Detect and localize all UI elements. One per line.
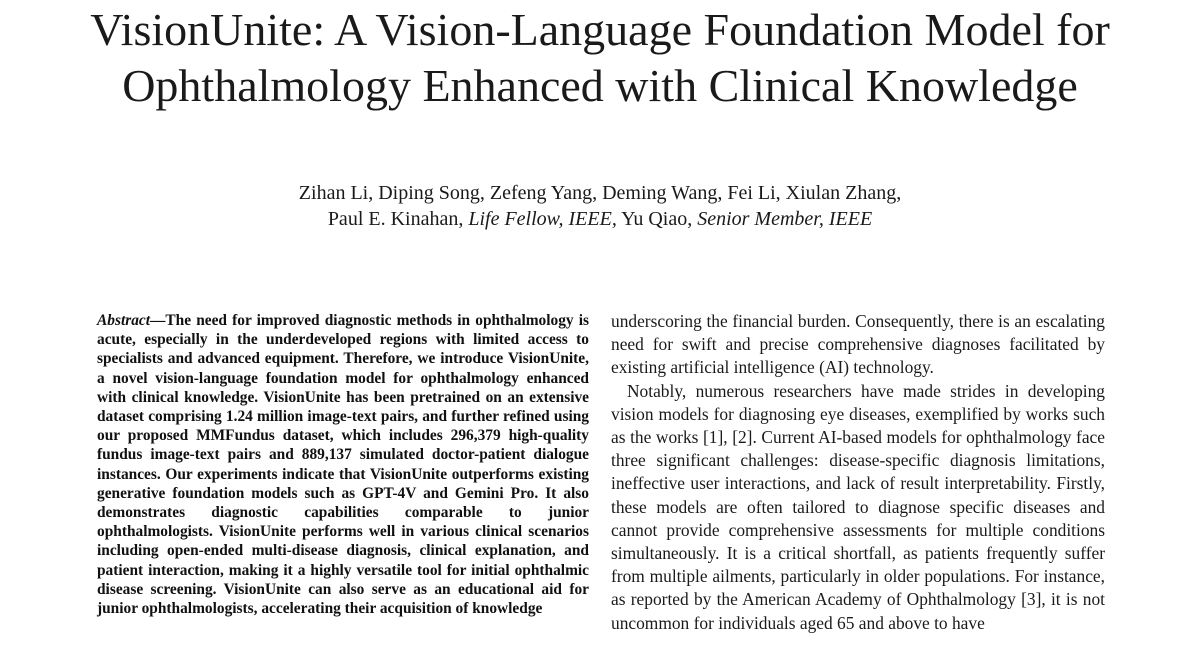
affiliation-senior-member: Senior Member, IEEE — [697, 208, 873, 230]
author-qiao: Yu Qiao, — [621, 208, 693, 230]
affiliation-life-fellow: Life Fellow, IEEE, — [468, 208, 617, 230]
abstract-label: Abstract — [97, 312, 151, 329]
body-column-right — [611, 310, 1105, 635]
abstract — [97, 311, 589, 618]
body-paragraph: underscoring the financial burden. Consequently, there is an escalating need for swift and precise comprehensive diagnoses facilitated by existing artificial intelligence (AI) technology. — [611, 311, 1105, 378]
abstract-text: —The need for improved diagnostic methods in ophthalmology is acute, especially in the underdeveloped regions with limited access to specialists and advanced equipment. Therefore, we introduce VisionUnite, a novel vision-language foundation model for ophthalmology enhanced with clinical knowledge. VisionUnite has been pretrained on an extensive dataset comprising 1.24 million image-text pairs, and further refined using our proposed MMFundus dataset, which includes 296,379 high-quality fundus image-text pairs and 889,137 simulated doctor-patient dialogue instances. Our experiments indicate that VisionUnite outperforms existing generative foundation models such as GPT-4V and Gemini Pro. It also demonstrates diagnostic capabilities comparable to junior ophthalmologists. VisionUnite performs well in various clinical scenarios including open-ended multi-disease diagnosis, clinical explanation, and patient interaction, making it a highly versatile tool for initial ophthalmic disease screening. VisionUnite can also serve as an educational aid for junior ophthalmologists, accelerating their acquisition of knowledge — [97, 312, 589, 618]
paper-title: VisionUnite: A Vision-Language Foundation Model for Ophthalmology Enhanced with Clinical Knowledge — [90, 4, 1110, 111]
body-paragraph: Notably, numerous researchers have made strides in developing vision models for diagnosing eye diseases, exemplified by works such as the works [1], [2]. Current AI-based models for ophthalmology face three significant challenges: disease-specific diagnosis limitations, ineffective user interactions, and lack of result interpretability. Firstly, these models are often tailored to diagnose specific diseases and cannot provide comprehensive assessments for multiple conditions simultaneously. It is a critical shortfall, as patients frequently suffer from multiple ailments, particularly in older populations. For instance, as reported by the American Academy of Ophthalmology [3], it is not uncommon for individuals aged 65 and above to have — [611, 380, 1105, 633]
author-line-1: Zihan Li, Diping Song, Zefeng Yang, Deming Wang, Fei Li, Xiulan Zhang, — [298, 182, 902, 204]
author-line-2 — [150, 206, 1050, 232]
author-block — [150, 180, 1050, 232]
arxiv-side-stamp — [8, 314, 78, 648]
author-kinahan: Paul E. Kinahan, — [327, 208, 464, 230]
